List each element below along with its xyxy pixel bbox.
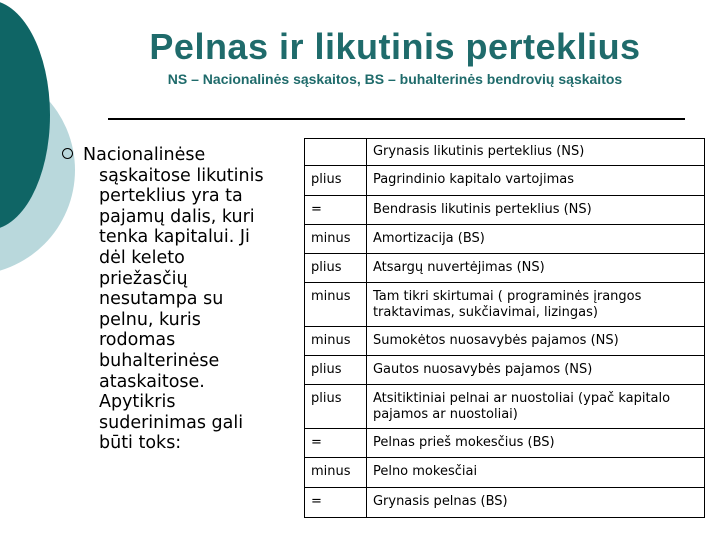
table-desc-cell: Bendrasis likutinis perteklius (NS)	[366, 196, 704, 225]
table-row	[305, 196, 705, 225]
table-desc-cell: Gautos nuosavybės pajamos (NS)	[366, 356, 704, 385]
table-op-cell: plius	[305, 166, 367, 196]
table-op-cell: =	[305, 196, 367, 225]
table-desc-cell: Amortizacija (BS)	[366, 225, 704, 254]
table-desc-cell: Atsargų nuvertėjimas (NS)	[366, 254, 704, 283]
table-desc-cell: Atsitiktiniai pelnai ar nuostoliai (ypač kapitalo pajamos ar nuostoliai)	[366, 385, 704, 429]
table-header-cell: Grynasis likutinis perteklius (NS)	[366, 139, 704, 166]
table-desc-cell: Pelno mokesčiai	[366, 458, 704, 488]
table-op-cell: plius	[305, 385, 367, 429]
table-op-cell: =	[305, 429, 367, 458]
table-desc-cell: Pagrindinio kapitalo vartojimas	[366, 166, 704, 196]
table-row-header	[305, 139, 705, 166]
table-row	[305, 356, 705, 385]
bullet-text: Nacionalinėse sąskaitose likutinis perteklius yra ta pajamų dalis, kuri tenka kapitalui. Ji dėl keleto priežasčių nesutampa su pelnu, kuris rodomas buhalterinėse ataskaitose. Apytikris suderinimas gali būti toks:	[83, 145, 264, 454]
dark-circle	[0, 0, 50, 230]
table-row	[305, 225, 705, 254]
table-op-cell: plius	[305, 254, 367, 283]
bullet-circle-icon	[62, 148, 73, 159]
title-divider	[108, 118, 685, 120]
bullet-paragraph	[62, 145, 267, 454]
table-op-cell: plius	[305, 356, 367, 385]
table-desc-cell: Pelnas prieš mokesčius (BS)	[366, 429, 704, 458]
table-row	[305, 458, 705, 488]
table-row	[305, 385, 705, 429]
table-op-cell: minus	[305, 327, 367, 356]
table-row	[305, 429, 705, 458]
table-cell-empty	[305, 139, 367, 166]
table-row	[305, 166, 705, 196]
slide-title: Pelnas ir likutinis perteklius	[149, 26, 641, 67]
table-row	[305, 254, 705, 283]
table-row	[305, 283, 705, 327]
table-op-cell: minus	[305, 458, 367, 488]
table-desc-cell: Grynasis pelnas (BS)	[366, 488, 704, 518]
slide-subtitle: NS – Nacionalinės sąskaitos, BS – buhalterinės bendrovių sąskaitos	[167, 71, 623, 87]
table-desc-cell: Tam tikri skirtumai ( programinės įrangos traktavimas, sukčiavimai, lizingas)	[366, 283, 704, 327]
table-row	[305, 327, 705, 356]
reconciliation-table	[304, 138, 705, 518]
table-op-cell: minus	[305, 225, 367, 254]
table-row	[305, 488, 705, 518]
table-desc-cell: Sumokėtos nuosavybės pajamos (NS)	[366, 327, 704, 356]
table-op-cell: =	[305, 488, 367, 518]
table-op-cell: minus	[305, 283, 367, 327]
